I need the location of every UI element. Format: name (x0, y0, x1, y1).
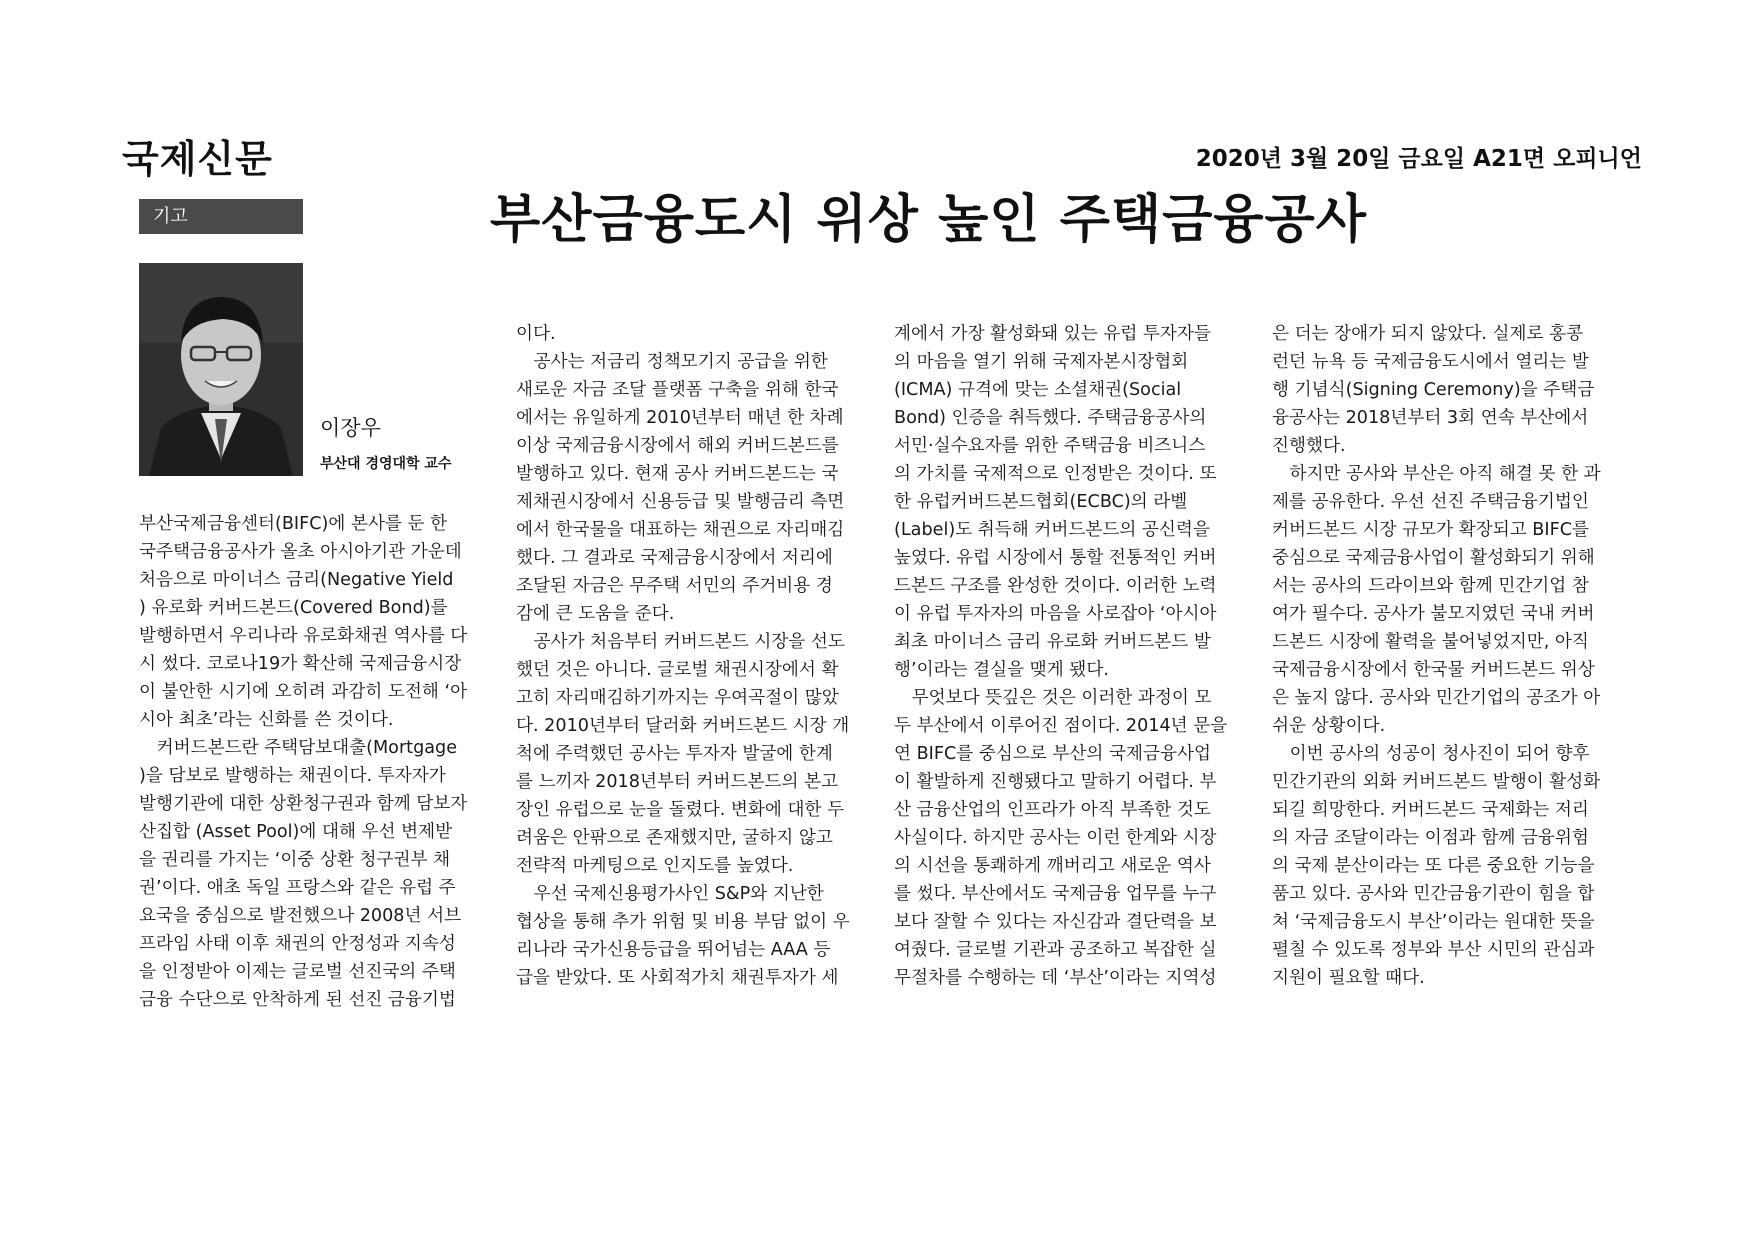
text-line: 공사가 처음부터 커버드본드 시장을 선도 (516, 632, 845, 652)
text-line: 두 부산에서 이루어진 점이다. 2014년 문을 (894, 716, 1228, 736)
text-line: 시아 최초’라는 신화를 쓴 것이다. (139, 710, 394, 730)
text-line: Bond) 인증을 취득했다. 주택금융공사의 (894, 408, 1207, 428)
text-line: 커버드본드 시장 규모가 확장되고 BIFC를 (1272, 520, 1589, 540)
text-line: 쳐 ‘국제금융도시 부산’이라는 원대한 뜻을 (1272, 912, 1595, 932)
text-line: ) 유로화 커버드본드(Covered Bond)를 (139, 598, 448, 618)
text-line: 국제금융시장에서 한국물 커버드본드 위상 (1272, 660, 1595, 680)
text-line: 장인 유럽으로 눈을 돌렸다. 변화에 대한 두 (516, 800, 845, 820)
text-line: 요국을 중심으로 발전했으나 2008년 서브 (139, 906, 462, 926)
text-line: 처음으로 마이너스 금리(Negative Yield (139, 570, 454, 590)
text-line: )을 담보로 발행하는 채권이다. 투자자가 (139, 766, 446, 786)
text-line: (Label)도 취득해 커버드본드의 공신력을 (894, 520, 1210, 540)
author-title: 부산대 경영대학 교수 (320, 456, 452, 472)
text-line: 되길 희망한다. 커버드본드 국제화는 저리 (1272, 800, 1589, 820)
article-column-1 (139, 510, 491, 1014)
text-line: 급을 받았다. 또 사회적가치 채권투자가 세 (516, 968, 839, 988)
text-line: 무엇보다 뜻깊은 것은 이러한 과정이 모 (894, 688, 1212, 708)
text-line: 의 마음을 열기 위해 국제자본시장협회 (894, 352, 1189, 372)
text-line: 드본드 시장에 활력을 불어넣었지만, 아직 (1272, 632, 1589, 652)
text-line: 발행하면서 우리나라 유로화채권 역사를 다 (139, 626, 468, 646)
text-line: 이 불안한 시기에 오히려 과감히 도전해 ‘아 (139, 682, 468, 702)
text-line: 산 금융산업의 인프라가 아직 부족한 것도 (894, 800, 1211, 820)
text-line: 서는 공사의 드라이브와 함께 민간기업 참 (1272, 576, 1589, 596)
text-line: 했다. 그 결과로 국제금융시장에서 저리에 (516, 548, 833, 568)
text-line: 여가 필수다. 공사가 불모지였던 국내 커버 (1272, 604, 1595, 624)
text-line: 최초 마이너스 금리 유로화 커버드본드 발 (894, 632, 1211, 652)
text-line: 민간기관의 외화 커버드본드 발행이 활성화 (1272, 772, 1601, 792)
text-line: 를 썼다. 부산에서도 국제금융 업무를 누구 (894, 884, 1217, 904)
text-line: 제채권시장에서 신용등급 및 발행금리 측면 (516, 492, 845, 512)
author-portrait-image (139, 263, 303, 476)
text-line: 서민·실수요자를 위한 주택금융 비즈니스 (894, 436, 1206, 456)
text-line: 커버드본드란 주택담보대출(Mortgage (139, 738, 458, 758)
text-line: 권’이다. 애초 독일 프랑스와 같은 유럽 주 (139, 878, 456, 898)
text-line: 전략적 마케팅으로 인지도를 높였다. (516, 856, 794, 876)
text-line: 중심으로 국제금융사업이 활성화되기 위해 (1272, 548, 1595, 568)
text-line: 이상 국제금융시장에서 해외 커버드본드를 (516, 436, 839, 456)
text-line: 시 썼다. 코로나19가 확산해 국제금융시장 (139, 654, 462, 674)
text-line: 공사는 저금리 정책모기지 공급을 위한 (516, 352, 828, 372)
text-line: 협상을 통해 추가 위험 및 비용 부담 없이 우 (516, 912, 850, 932)
text-line: 의 가치를 국제적으로 인정받은 것이다. 또 (894, 464, 1217, 484)
article-column-2 (516, 320, 866, 992)
text-line: 를 느끼자 2018년부터 커버드본드의 본고 (516, 772, 839, 792)
text-line: 감에 큰 도움을 준다. (516, 604, 675, 624)
text-line: 의 국제 분산이라는 또 다른 중요한 기능을 (1272, 856, 1595, 876)
text-line: 부산국제금융센터(BIFC)에 본사를 둔 한 (139, 514, 448, 534)
text-line: 하지만 공사와 부산은 아직 해결 못 한 과 (1272, 464, 1601, 484)
text-line: 했던 것은 아니다. 글로벌 채권시장에서 확 (516, 660, 839, 680)
text-line: 진행했다. (1272, 436, 1346, 456)
text-line: 행’이라는 결실을 맺게 됐다. (894, 660, 1109, 680)
text-line: 보다 잘할 수 있다는 자신감과 결단력을 보 (894, 912, 1217, 932)
text-line: 새로운 자금 조달 플랫폼 구축을 위해 한국 (516, 380, 839, 400)
text-line: 은 더는 장애가 되지 않았다. 실제로 홍콩 (1272, 324, 1584, 344)
text-line: 펼칠 수 있도록 정부와 부산 시민의 관심과 (1272, 940, 1595, 960)
author-name: 이장우 (320, 416, 381, 440)
text-line: 발행하고 있다. 현재 공사 커버드본드는 국 (516, 464, 839, 484)
text-line: 에서는 유일하게 2010년부터 매년 한 차례 (516, 408, 844, 428)
text-line: 융공사는 2018년부터 3회 연속 부산에서 (1272, 408, 1589, 428)
newspaper-masthead: 국제신문 (122, 136, 273, 181)
text-line: 이 활발하게 진행됐다고 말하기 어렵다. 부 (894, 772, 1217, 792)
issue-dateline: 2020년 3월 20일 금요일 A21면 오피니언 (1195, 146, 1642, 172)
text-line: 을 권리를 가지는 ‘이중 상환 청구권부 채 (139, 850, 451, 870)
text-line: 금융 수단으로 안착하게 된 선진 금융기법 (139, 990, 456, 1010)
text-line: 쉬운 상황이다. (1272, 716, 1386, 736)
text-line: 런던 뉴욕 등 국제금융도시에서 열리는 발 (1272, 352, 1589, 372)
article-column-3 (894, 320, 1244, 992)
text-line: 척에 주력했던 공사는 투자자 발굴에 한계 (516, 744, 833, 764)
text-line: 이 유럽 투자자의 마음을 사로잡아 ‘아시아 (894, 604, 1217, 624)
text-line: 이번 공사의 성공이 청사진이 되어 향후 (1272, 744, 1590, 764)
text-line: 드본드 구조를 완성한 것이다. 이러한 노력 (894, 576, 1217, 596)
text-line: 프라임 사태 이후 채권의 안정성과 지속성 (139, 934, 456, 954)
text-line: 고히 자리매김하기까지는 우여곡절이 많았 (516, 688, 839, 708)
text-line: 높였다. 유럽 시장에서 통할 전통적인 커버 (894, 548, 1217, 568)
text-line: 지원이 필요할 때다. (1272, 968, 1425, 988)
text-line: (ICMA) 규격에 맞는 소셜채권(Social (894, 380, 1182, 400)
text-line: 행 기념식(Signing Ceremony)을 주택금 (1272, 380, 1595, 400)
text-line: 산집합 (Asset Pool)에 대해 우선 변제받 (139, 822, 453, 842)
article-headline: 부산금융도시 위상 높인 주택금융공사 (490, 190, 1368, 250)
text-line: 무절차를 수행하는 데 ‘부산’이라는 지역성 (894, 968, 1217, 988)
text-line: 발행기관에 대한 상환청구권과 함께 담보자 (139, 794, 468, 814)
text-line: 의 시선을 통쾌하게 깨버리고 새로운 역사 (894, 856, 1211, 876)
text-line: 제를 공유한다. 우선 선진 주택금융기법인 (1272, 492, 1589, 512)
text-line: 다. 2010년부터 달러화 커버드본드 시장 개 (516, 716, 850, 736)
text-line: 사실이다. 하지만 공사는 이런 한계와 시장 (894, 828, 1217, 848)
text-line: 을 인정받아 이제는 글로벌 선진국의 주택 (139, 962, 456, 982)
text-line: 에서 한국물을 대표하는 채권으로 자리매김 (516, 520, 845, 540)
text-line: 은 높지 않다. 공사와 민간기업의 공조가 아 (1272, 688, 1601, 708)
text-line: 계에서 가장 활성화돼 있는 유럽 투자자들 (894, 324, 1211, 344)
text-line: 한 유럽커버드본드협회(ECBC)의 라벨 (894, 492, 1188, 512)
section-tag: 기고 (139, 199, 303, 234)
text-line: 우선 국제신용평가사인 S&P와 지난한 (516, 884, 824, 904)
text-line: 리나라 국가신용등급을 뛰어넘는 AAA 등 (516, 940, 831, 960)
author-photo (139, 263, 303, 476)
text-line: 연 BIFC를 중심으로 부산의 국제금융사업 (894, 744, 1211, 764)
text-line: 이다. (516, 324, 556, 344)
text-line: 조달된 자금은 무주택 서민의 주거비용 경 (516, 576, 833, 596)
article-column-4 (1272, 320, 1622, 992)
text-line: 국주택금융공사가 올초 아시아기관 가운데 (139, 542, 462, 562)
text-line: 품고 있다. 공사와 민간금융기관이 힘을 합 (1272, 884, 1595, 904)
text-line: 려움은 안팎으로 존재했지만, 굴하지 않고 (516, 828, 833, 848)
text-line: 여줬다. 글로벌 기관과 공조하고 복잡한 실 (894, 940, 1217, 960)
text-line: 의 자금 조달이라는 이점과 함께 금융위험 (1272, 828, 1589, 848)
